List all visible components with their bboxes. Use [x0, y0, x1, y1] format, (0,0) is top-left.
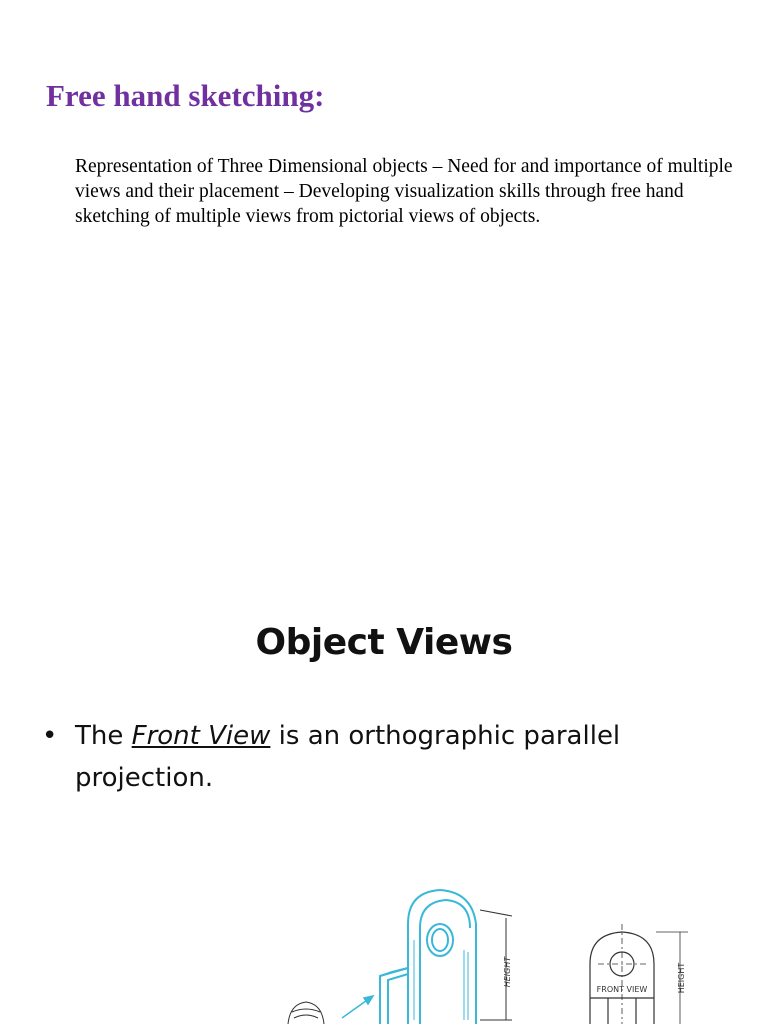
front-view-label: FRONT VIEW [596, 985, 648, 994]
slide-object-views [0, 560, 768, 1024]
pictorial-view-sketch [280, 880, 540, 1024]
bullet-dot-icon: • [42, 721, 58, 751]
front-view-sketch [568, 920, 698, 1024]
slide-title: Free hand sketching: [46, 78, 325, 113]
bullet-item [42, 715, 722, 799]
observer-head-icon [288, 1002, 324, 1024]
slide-title: Object Views [255, 622, 513, 663]
bullet-text [75, 715, 722, 799]
slide-body-text: Representation of Three Dimensional objects – Need for and importance of multiple views and their placement – Developing visualization skills through free hand sketching of multiple views from pictorial views of objects. [75, 156, 733, 227]
bullet-prefix: The [75, 721, 132, 751]
height-label: HEIGHT [677, 962, 686, 994]
object-outline [380, 890, 476, 1024]
height-label: HEIGHT [503, 956, 512, 988]
bullet-emphasis: Front View [131, 721, 271, 751]
view-direction-arrow [342, 996, 373, 1018]
bullet-suffix: is an orthographic parallel projection. [75, 721, 621, 793]
front-view-outline [590, 924, 654, 1024]
